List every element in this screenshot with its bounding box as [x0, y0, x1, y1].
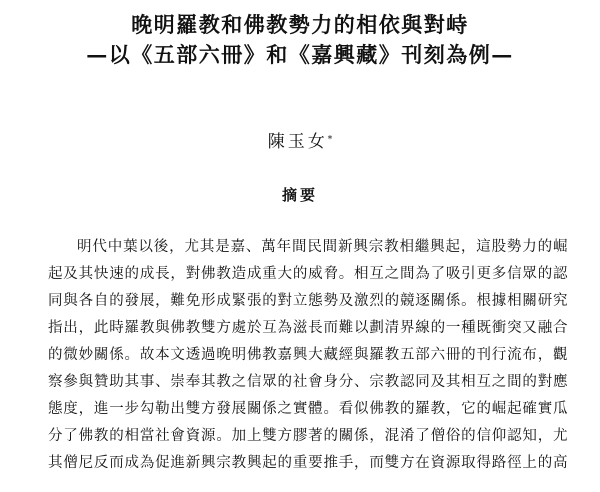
abstract-line: 其僧尼反而成為促進新興宗教興起的重要推手，而雙方在資源取得路徑上的高: [48, 455, 568, 471]
abstract-line: 分了佛教的相當社會資源。加上雙方膠著的關係，混淆了僧俗的信仰認知，尤: [48, 428, 568, 444]
paper-title: 晚明羅教和佛教勢力的相依與對峙: [131, 12, 469, 37]
abstract-line: 明代中葉以後，尤其是嘉、萬年間民間新興宗教相繼興起，這股勢力的崛: [77, 239, 568, 255]
author-footnote-mark: *: [327, 135, 333, 145]
paper-subtitle: —以《五部六冊》和《嘉興藏》刊刻為例—: [86, 42, 514, 67]
author-name: 陳玉女: [267, 132, 328, 152]
abstract-line: 察參與贊助其事、崇奉其教之信眾的社會身分、宗教認同及其相互之間的對應: [48, 374, 568, 390]
abstract-heading: 摘要: [281, 186, 318, 204]
abstract-body: [48, 234, 568, 477]
abstract-line: 指出，此時羅教與佛教雙方處於互為滋長而難以劃清界線的一種既衝突又融合: [48, 320, 568, 336]
abstract-line: 同與各自的發展，難免形成緊張的對立態勢及激烈的競逐關係。根據相關研究: [48, 293, 568, 309]
abstract-line: 的微妙關係。故本文透過晚明佛教嘉興大藏經與羅教五部六冊的刊行流布，觀: [48, 347, 568, 363]
author-line: [0, 131, 600, 153]
abstract-line: 態度，進一步勾勒出雙方發展關係之實體。看似佛教的羅教，它的崛起確實瓜: [48, 401, 568, 417]
abstract-line: 起及其快速的成長，對佛教造成重大的威脅。相互之間為了吸引更多信眾的認: [48, 266, 568, 282]
